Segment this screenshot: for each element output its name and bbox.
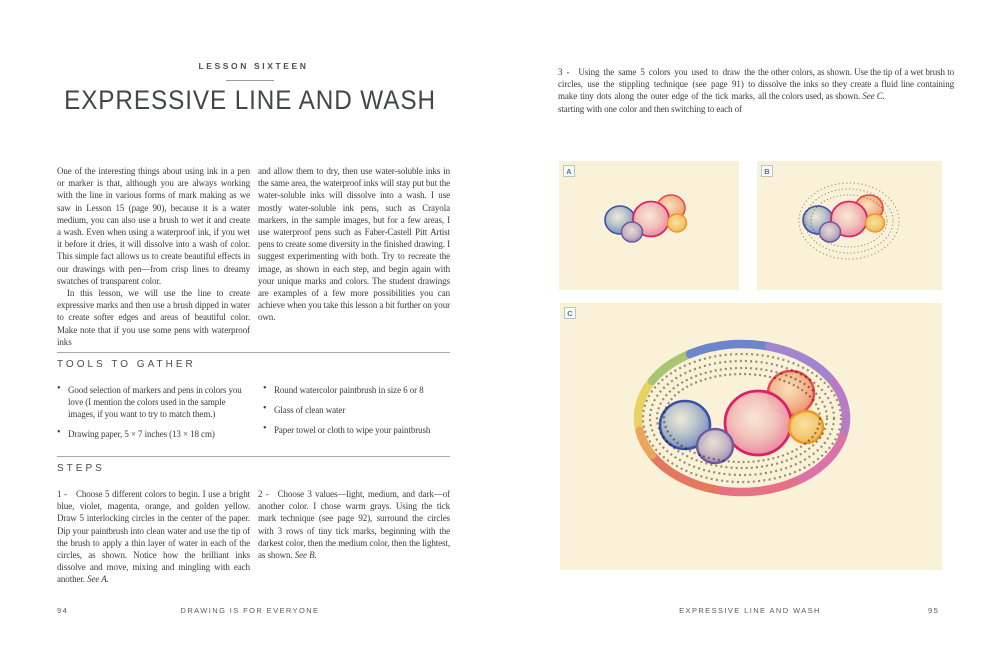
intro-column-1: [57, 165, 250, 348]
step-2: [258, 488, 450, 561]
page-number-right: 95: [928, 606, 940, 615]
running-title-left: DRAWING IS FOR EVERYONE: [180, 606, 320, 615]
step-3-column-1: [558, 66, 755, 115]
tools-list-right: [263, 384, 450, 444]
tools-section-divider: [57, 352, 450, 353]
step-3-text-part-1: Using the same 5 colors you used to draw the circles, use the stippling technique (see page 91) to make tiny dots along the outer edge of the tick marks, starting with one color and then switching to each of: [558, 67, 755, 114]
step-3-column-2: [758, 66, 954, 103]
tools-item: • Good selection of markers and pens in colors you love (I mention the colors used in the sample images, if you want to try to match them.): [57, 384, 250, 420]
figure-b-artwork: [757, 161, 942, 290]
figure-a-watercolor-circles: [559, 161, 739, 290]
figure-a-label: A: [563, 165, 575, 177]
figure-c-finished-drawing: [560, 303, 942, 570]
intro-paragraph-3: and allow them to dry, then use water-soluble inks in the same area, the waterproof inks will stay put but the water-soluble inks will dissolve into a wash. I use mostly water-soluble ink pens, such as Crayola markers, in the sample images, but for a few areas, I use waterproof pens such as Faber-Castell Pitt Artist pens to create some diversity in the finished drawing. I suggest experimenting with both. Try to recreate the image, as shown in each step, and begin again with your unique marks and colors. The student drawings are examples of a few more possibilities you can achieve when you take this lesson a bit further on your own.: [258, 166, 450, 323]
tools-item: • Round watercolor paintbrush in size 6 or 8: [263, 384, 450, 396]
step-2-see-reference: See B.: [294, 550, 317, 561]
tools-list-left: [57, 384, 250, 448]
magenta-circle: [725, 391, 791, 455]
intro-paragraph-1: One of the interesting things about using ink in a pen or marker is that, although you are always working with the line in various forms of mark making as we saw in Lesson 15 (page 90), because it is a water medium, you can also use a brush to wet it and create a wash. Even when using a waterproof ink, if you wet it before it dries, it will dissolve into a wash of color. This simple fact allows us to create beautiful effects in our drawings with pen—from crisp lines to dreamy swatches of transparent color.: [57, 166, 250, 286]
orange-circle: [866, 214, 885, 232]
orange-circle: [789, 411, 823, 443]
tools-item: • Drawing paper, 5 × 7 inches (13 × 18 cm): [57, 428, 250, 440]
step-2-text: Choose 3 values—light, medium, and dark—of another color. I chose warm grays. Using the tick mark technique (see page 92), surround the circles with 3 rows of tiny tick marks, beginning with the darkest color, then the medium color, then the lightest, as shown.: [258, 489, 450, 561]
violet-circle: [622, 222, 643, 242]
intro-column-2: [258, 165, 450, 324]
running-title-right: EXPRESSIVE LINE AND WASH: [679, 606, 821, 615]
kicker-divider: [226, 80, 274, 81]
page-number-left: 94: [57, 606, 69, 615]
page-title: EXPRESSIVE LINE AND WASH: [64, 85, 436, 115]
figure-b-circles-with-tick-marks: [757, 161, 942, 290]
step-1: [57, 488, 250, 586]
step-3-text-part-2: the other colors, as shown. Use the tip of a wet brush to dissolve the inks so they create a fluid line containing all the colors used, as shown.: [758, 67, 954, 102]
step-1-text: Choose 5 different colors to begin. I use a bright blue, violet, magenta, orange, and golden yellow. Draw 5 interlocking circles in the center of the paper. Dip your paintbrush into clean water and use the tip of the brush to apply a thin layer of water in each of the circles, as shown. Notice how the brilliant inks dissolve and move, mixing and mingling with each another.: [57, 489, 251, 585]
intro-paragraph-2: In this lesson, we will use the line to create expressive marks and then use a brush dipped in water to create softer edges and areas of beautiful color. Make note that if you use some pens with waterproof inks: [57, 288, 250, 347]
violet-circle: [697, 429, 733, 463]
figure-c-artwork: [560, 303, 942, 570]
tools-item: • Glass of clean water: [263, 404, 450, 416]
tools-heading: TOOLS TO GATHER: [57, 359, 196, 370]
step-2-number: 2 -: [258, 489, 269, 499]
steps-heading: STEPS: [57, 463, 105, 474]
figure-b-label: B: [761, 165, 773, 177]
step-1-see-reference: See A.: [87, 574, 109, 585]
step-3-see-reference: See C.: [862, 91, 885, 102]
step-3-number: 3 -: [558, 67, 570, 77]
step-1-number: 1 -: [57, 489, 67, 499]
orange-circle: [668, 214, 687, 232]
steps-section-divider: [57, 456, 450, 457]
figure-c-label: C: [564, 307, 576, 319]
violet-circle: [820, 222, 841, 242]
tools-item: • Paper towel or cloth to wipe your paintbrush: [263, 424, 450, 436]
lesson-kicker: LESSON SIXTEEN: [198, 61, 309, 71]
figure-a-artwork: [559, 161, 739, 290]
